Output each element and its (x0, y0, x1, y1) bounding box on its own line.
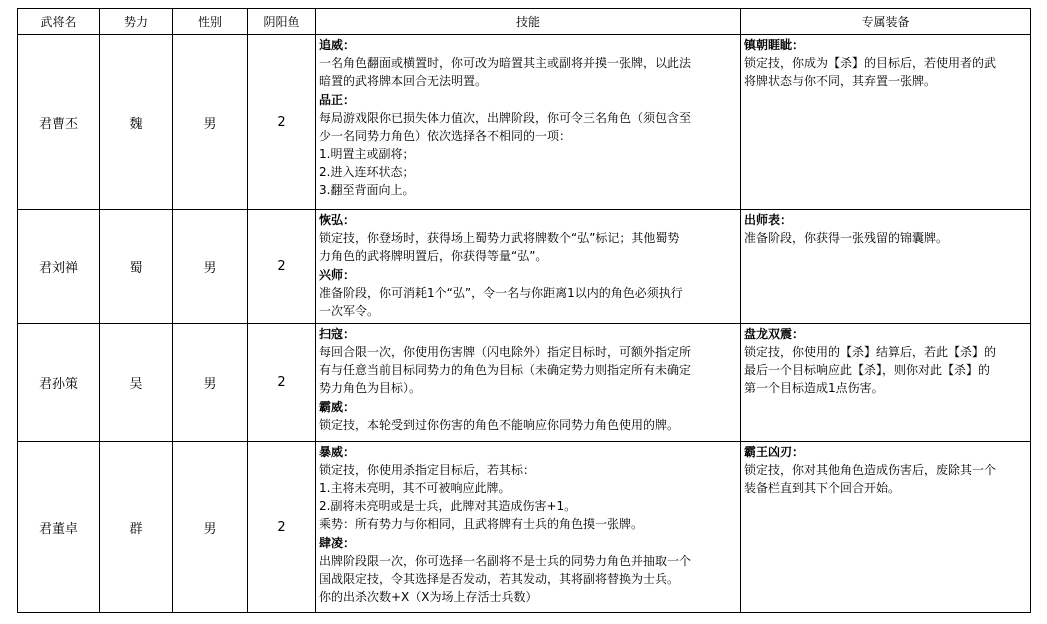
header-yinyang: 阴阳鱼 (248, 9, 316, 35)
skill-name: 追威： (319, 38, 356, 52)
skill-name: 霸威： (319, 400, 356, 414)
equipment-cell (741, 324, 1031, 442)
faction: 蜀 (100, 210, 173, 324)
skill-text: 你的出杀次数+X（X为场上存活士兵数） (319, 590, 538, 604)
skill-text: 锁定技，你登场时，获得场上蜀势力武将牌数个“弘”标记；其他蜀势 (319, 231, 680, 245)
header-gender: 性别 (173, 9, 248, 35)
skill-text: 暗置的武将牌本回合无法明置。 (319, 74, 488, 88)
equipment-text: 准备阶段，你获得一张残留的锦囊牌。 (744, 231, 949, 245)
table-row (18, 442, 1031, 613)
header-general: 武将名 (18, 9, 100, 35)
equipment-cell (741, 210, 1031, 324)
skill-text: 有与任意当前目标同势力的角色为目标（未确定势力则指定所有未确定 (319, 363, 692, 377)
header-skills: 技能 (316, 9, 741, 35)
equipment-name: 盘龙双震： (744, 327, 805, 341)
equipment-cell (741, 35, 1031, 210)
skill-name: 肆凌： (319, 536, 356, 550)
skill-text: 势力角色为目标）。 (319, 381, 422, 395)
faction: 吴 (100, 324, 173, 442)
skill-text: 国战限定技，令其选择是否发动，若其发动，其将副将替换为士兵。 (319, 572, 680, 586)
faction: 群 (100, 442, 173, 613)
skill-text: 锁定技，你使用杀指定目标后，若其标： (319, 463, 536, 477)
equipment-text: 将牌状态与你不同，其弃置一张牌。 (744, 74, 937, 88)
skills-cell (316, 442, 741, 613)
skills-cell (316, 210, 741, 324)
skill-text: 2.副将未亮明或是士兵，此牌对其造成伤害+1。 (319, 499, 577, 513)
table-row (18, 35, 1031, 210)
skills-cell (316, 35, 741, 210)
skills-cell (316, 324, 741, 442)
header-row (18, 9, 1031, 35)
skill-name: 恢弘： (319, 213, 356, 227)
equipment-text: 锁定技，你成为【杀】的目标后，若使用者的武 (744, 56, 997, 70)
skill-name: 兴师： (319, 268, 356, 282)
equipment-cell (741, 442, 1031, 613)
skill-text: 一次军令。 (319, 304, 380, 318)
yinyang-count: 2 (248, 442, 316, 613)
yinyang-count: 2 (248, 35, 316, 210)
gender: 男 (173, 210, 248, 324)
general-name: 君刘禅 (18, 210, 100, 324)
yinyang-count: 2 (248, 324, 316, 442)
skill-text: 每回合限一次，你使用伤害牌（闪电除外）指定目标时，可额外指定所 (319, 345, 692, 359)
general-name: 君董卓 (18, 442, 100, 613)
skill-name: 暴威： (319, 445, 356, 459)
general-name: 君曹丕 (18, 35, 100, 210)
equipment-text: 第一个目标造成1点伤害。 (744, 381, 884, 395)
skill-text: 少一名同势力角色）依次选择各不相同的一项： (319, 129, 572, 143)
header-faction: 势力 (100, 9, 173, 35)
skill-text: 乘势：所有势力与你相同，且武将牌有士兵的角色摸一张牌。 (319, 517, 644, 531)
skill-text: 每局游戏限你已损失体力值次，出牌阶段，你可令三名角色（须包含至 (319, 111, 692, 125)
skill-text: 出牌阶段限一次，你可选择一名副将不是士兵的同势力角色并抽取一个 (319, 554, 692, 568)
equipment-text: 装备栏直到其下个回合开始。 (744, 481, 901, 495)
equipment-name: 霸王凶刃： (744, 445, 805, 459)
yinyang-count: 2 (248, 210, 316, 324)
skill-text: 一名角色翻面或横置时，你可改为暗置其主或副将并摸一张牌，以此法 (319, 56, 692, 70)
skill-text: 准备阶段，你可消耗1个“弘”，令一名与你距离1以内的角色必须执行 (319, 286, 683, 300)
gender: 男 (173, 324, 248, 442)
skill-text: 3.翻至背面向上。 (319, 183, 415, 197)
skill-text: 力角色的武将牌明置后，你获得等量“弘”。 (319, 249, 548, 263)
general-name: 君孙策 (18, 324, 100, 442)
skill-text: 锁定技，本轮受到过你伤害的角色不能响应你同势力角色使用的牌。 (319, 418, 680, 432)
generals-table (17, 8, 1031, 613)
skill-name: 扫寇： (319, 327, 356, 341)
table-row (18, 210, 1031, 324)
equipment-text: 最后一个目标响应此【杀】，则你对此【杀】的 (744, 363, 991, 377)
equipment-name: 镇朝睚眦： (744, 38, 805, 52)
equipment-text: 锁定技，你对其他角色造成伤害后，废除其一个 (744, 463, 997, 477)
table-row (18, 324, 1031, 442)
equipment-name: 出师表： (744, 213, 793, 227)
gender: 男 (173, 442, 248, 613)
skill-text: 1.主将未亮明，其不可被响应此牌。 (319, 481, 511, 495)
skill-text: 1.明置主或副将； (319, 147, 415, 161)
equipment-text: 锁定技，你使用的【杀】结算后，若此【杀】的 (744, 345, 997, 359)
header-equipment: 专属装备 (741, 9, 1031, 35)
skill-name: 品正： (319, 93, 356, 107)
skill-text: 2.进入连环状态； (319, 165, 415, 179)
gender: 男 (173, 35, 248, 210)
faction: 魏 (100, 35, 173, 210)
